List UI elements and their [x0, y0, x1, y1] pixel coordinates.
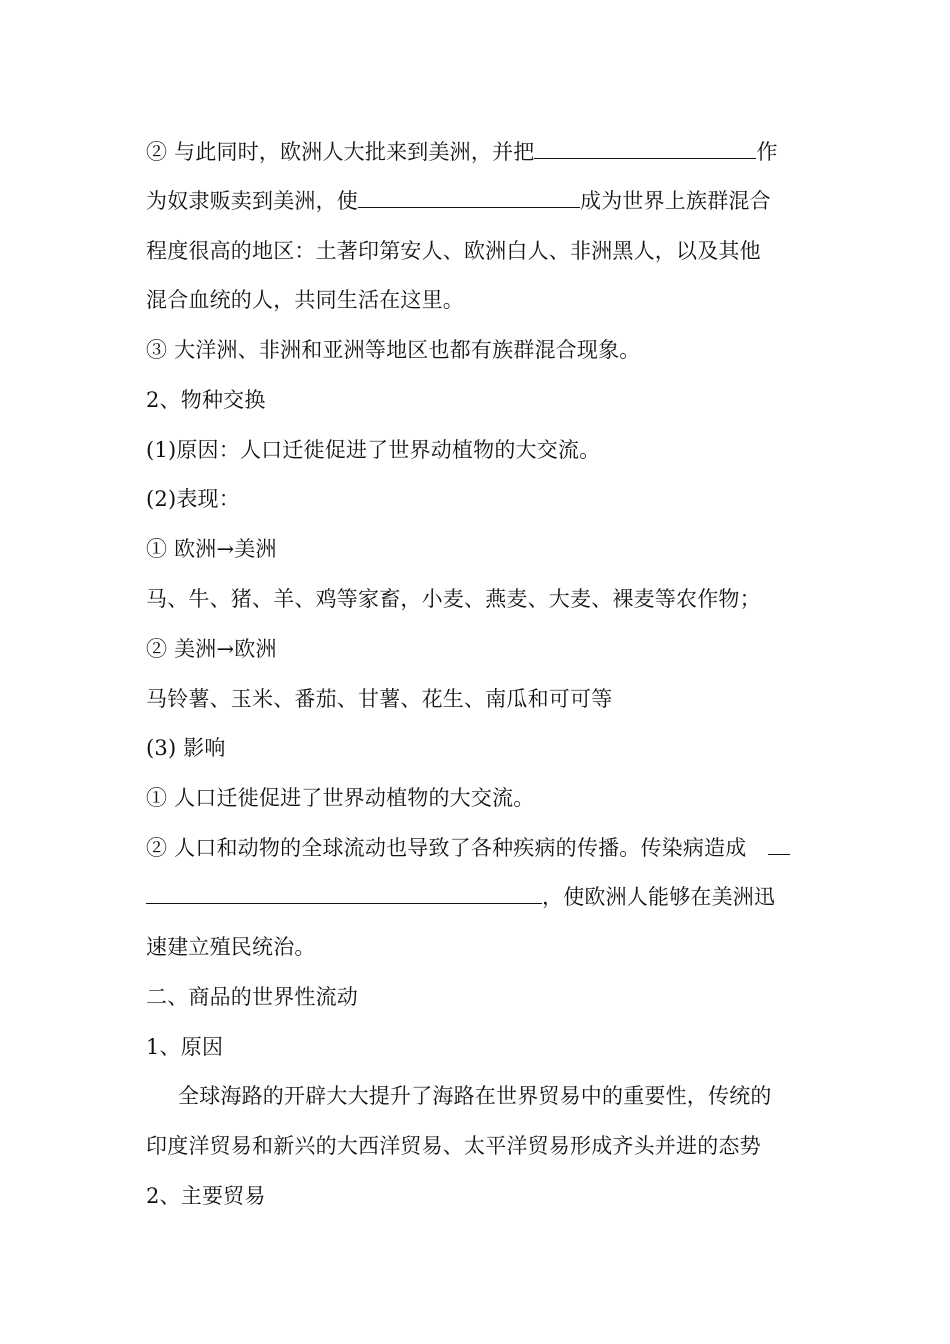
text-line: 程度很高的地区：土著印第安人、欧洲白人、非洲黑人，以及其他 [146, 239, 761, 263]
text-line: (1)原因：人口迁徙促进了世界动植物的大交流。 [146, 438, 601, 462]
text-line [146, 187, 811, 215]
section-heading: 1、原因 [146, 1035, 224, 1059]
text-line: ② 美洲→欧洲 [146, 637, 277, 661]
text-line: 印度洋贸易和新兴的大西洋贸易、太平洋贸易形成齐头并进的态势 [146, 1134, 761, 1158]
section-heading: 二、商品的世界性流动 [146, 985, 358, 1009]
fill-in-blank [534, 138, 756, 159]
text-line: 马、牛、猪、羊、鸡等家畜，小麦、燕麦、大麦、裸麦等农作物； [146, 587, 761, 611]
text-segment: ② 与此同时，欧洲人大批来到美洲，并把 [146, 140, 535, 164]
text-line [146, 883, 811, 911]
text-line: 全球海路的开辟大大提升了海路在世界贸易中的重要性，传统的 [178, 1084, 772, 1108]
text-segment: 为奴隶贩卖到美洲，使 [146, 189, 358, 213]
text-segment: ② 人口和动物的全球流动也导致了各种疾病的传播。传染病造成 [146, 836, 747, 860]
text-segment: 成为世界上族群混合 [580, 189, 771, 213]
text-line: ③ 大洋洲、非洲和亚洲等地区也都有族群混合现象。 [146, 338, 641, 362]
text-line: ① 欧洲→美洲 [146, 537, 277, 561]
text-line: ① 人口迁徙促进了世界动植物的大交流。 [146, 786, 535, 810]
text-line: 马铃薯、玉米、番茄、甘薯、花生、南瓜和可可等 [146, 687, 613, 711]
section-heading: 2、物种交换 [146, 388, 266, 412]
text-line [146, 138, 811, 166]
text-line: 速建立殖民统治。 [146, 935, 316, 959]
fill-in-blank [358, 187, 580, 208]
text-line: (2)表现： [146, 487, 240, 511]
section-heading: 2、主要贸易 [146, 1184, 266, 1208]
text-line [146, 834, 811, 862]
fill-in-blank [146, 883, 542, 904]
text-segment: ，使欧洲人能够在美洲迅 [542, 885, 776, 909]
text-segment: 作 [756, 140, 778, 164]
text-line: (3) 影响 [146, 736, 226, 760]
text-line: 混合血统的人，共同生活在这里。 [146, 288, 464, 312]
fill-in-blank [768, 834, 790, 855]
